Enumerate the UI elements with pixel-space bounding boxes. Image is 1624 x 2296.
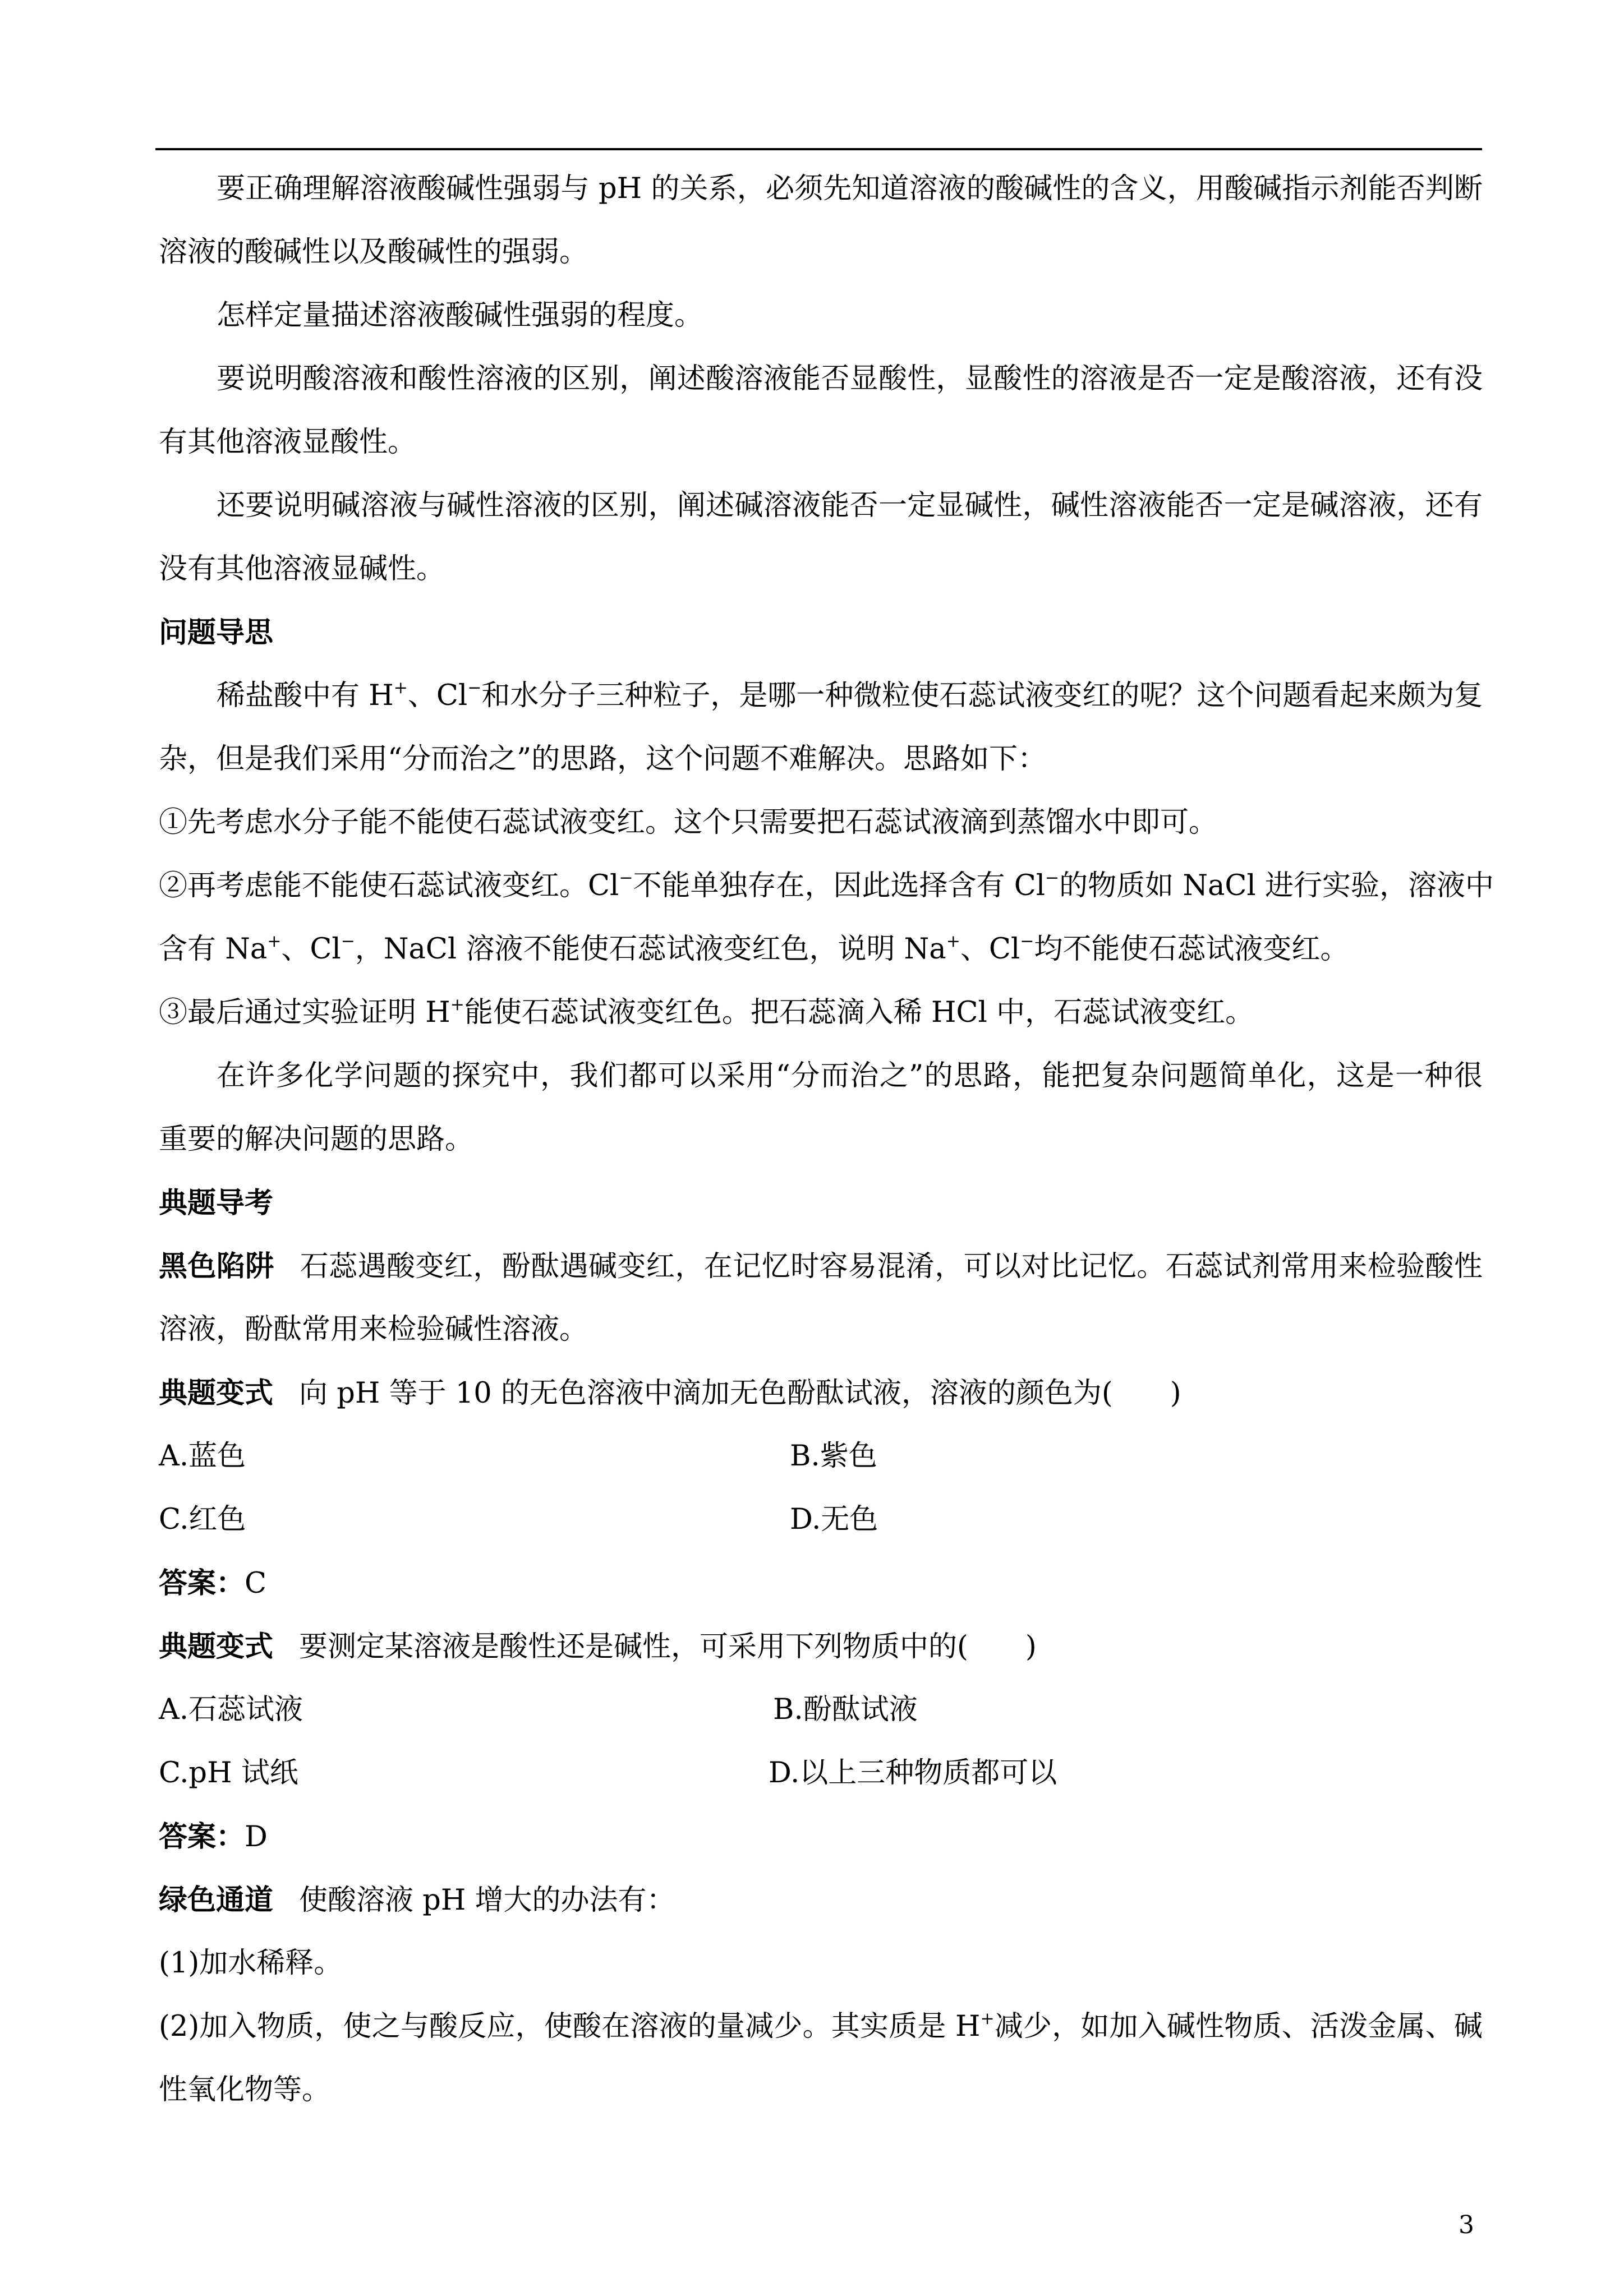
answer-value: D [245, 1820, 268, 1854]
paragraph-line: 重要的解决问题的思路。 [159, 1123, 474, 1156]
answer-line: 答案：C [159, 1566, 267, 1600]
option-b: B.酚酞试液 [773, 1693, 918, 1726]
option-c: C.pH 试纸 [159, 1756, 298, 1790]
paragraph-line: 还要说明碱溶液与碱性溶液的区别，阐述碱溶液能否一定显碱性，碱性溶液能否一定是碱溶液，还有 [217, 489, 1483, 522]
section-heading: 问题导思 [159, 616, 274, 649]
paragraph-line: 绿色通道 使酸溶液 pH 增大的办法有： [159, 1883, 675, 1917]
page-number: 3 [1459, 2211, 1474, 2239]
header-rule [155, 148, 1482, 150]
paragraph-line: 在许多化学问题的探究中，我们都可以采用“分而治之”的思路，能把复杂问题简单化，这是一种很 [217, 1059, 1483, 1092]
paragraph-line: ②再考虑能不能使石蕊试液变红。Cl−不能单独存在，因此选择含有 Cl−的物质如 NaCl 进行实验，溶液中 [159, 868, 1494, 902]
option-b: B.紫色 [790, 1440, 877, 1473]
paragraph-line: ①先考虑水分子能不能使石蕊试液变红。这个只需要把石蕊试液滴到蒸馏水中即可。 [159, 806, 1218, 839]
list-item: (2)加入物质，使之与酸反应，使酸在溶液的量减少。其实质是 H+减少，如加入碱性物质、活泼金属、碱 [159, 2009, 1483, 2043]
trap-label: 黑色陷阱 [159, 1250, 274, 1283]
section-heading: 典题导考 [159, 1186, 274, 1220]
paragraph-line: 含有 Na+、Cl−，NaCl 溶液不能使石蕊试液变红色，说明 Na+、Cl−均不能使石蕊试液变红。 [159, 932, 1349, 966]
option-d: D.以上三种物质都可以 [769, 1756, 1057, 1790]
list-item: 性氧化物等。 [159, 2073, 331, 2106]
option-d: D.无色 [790, 1503, 878, 1536]
paragraph-line: 溶液的酸碱性以及酸碱性的强弱。 [159, 236, 588, 269]
list-item: (1)加水稀释。 [159, 1947, 343, 1980]
question-stem: 典题变式 要测定某溶液是酸性还是碱性，可采用下列物质中的( ) [159, 1630, 1037, 1663]
paragraph-line: 溶液，酚酞常用来检验碱性溶液。 [159, 1313, 588, 1346]
paragraph-line: 黑色陷阱 石蕊遇酸变红，酚酞遇碱变红，在记忆时容易混淆，可以对比记忆。石蕊试剂常用来检验酸性 [159, 1250, 1483, 1283]
question-stem: 典题变式 向 pH 等于 10 的无色溶液中滴加无色酚酞试液，溶液的颜色为( ) [159, 1376, 1181, 1410]
paragraph-line: 没有其他溶液显碱性。 [159, 552, 445, 585]
option-c: C.红色 [159, 1503, 246, 1536]
answer-value: C [245, 1567, 267, 1600]
green-channel-label: 绿色通道 [159, 1883, 274, 1917]
answer-line: 答案：D [159, 1820, 268, 1854]
paragraph-line: ③最后通过实验证明 H+能使石蕊试液变红色。把石蕊滴入稀 HCl 中，石蕊试液变红。 [159, 995, 1254, 1029]
option-a: A.石蕊试液 [159, 1693, 303, 1726]
paragraph-line: 稀盐酸中有 H+、Cl−和水分子三种粒子，是哪一种微粒使石蕊试液变红的呢？这个问题看起来颇为复 [217, 678, 1483, 712]
paragraph-line: 怎样定量描述溶液酸碱性强弱的程度。 [217, 299, 703, 332]
question-label: 典题变式 [159, 1630, 274, 1663]
question-label: 典题变式 [159, 1376, 274, 1410]
paragraph-line: 有其他溶液显酸性。 [159, 426, 417, 459]
paragraph-line: 杂，但是我们采用“分而治之”的思路，这个问题不难解决。思路如下： [159, 743, 1047, 776]
option-a: A.蓝色 [159, 1440, 246, 1473]
paragraph-line: 要正确理解溶液酸碱性强弱与 pH 的关系，必须先知道溶液的酸碱性的含义，用酸碱指示剂能否判断 [217, 172, 1483, 205]
paragraph-line: 要说明酸溶液和酸性溶液的区别，阐述酸溶液能否显酸性，显酸性的溶液是否一定是酸溶液，还有没 [217, 362, 1483, 395]
